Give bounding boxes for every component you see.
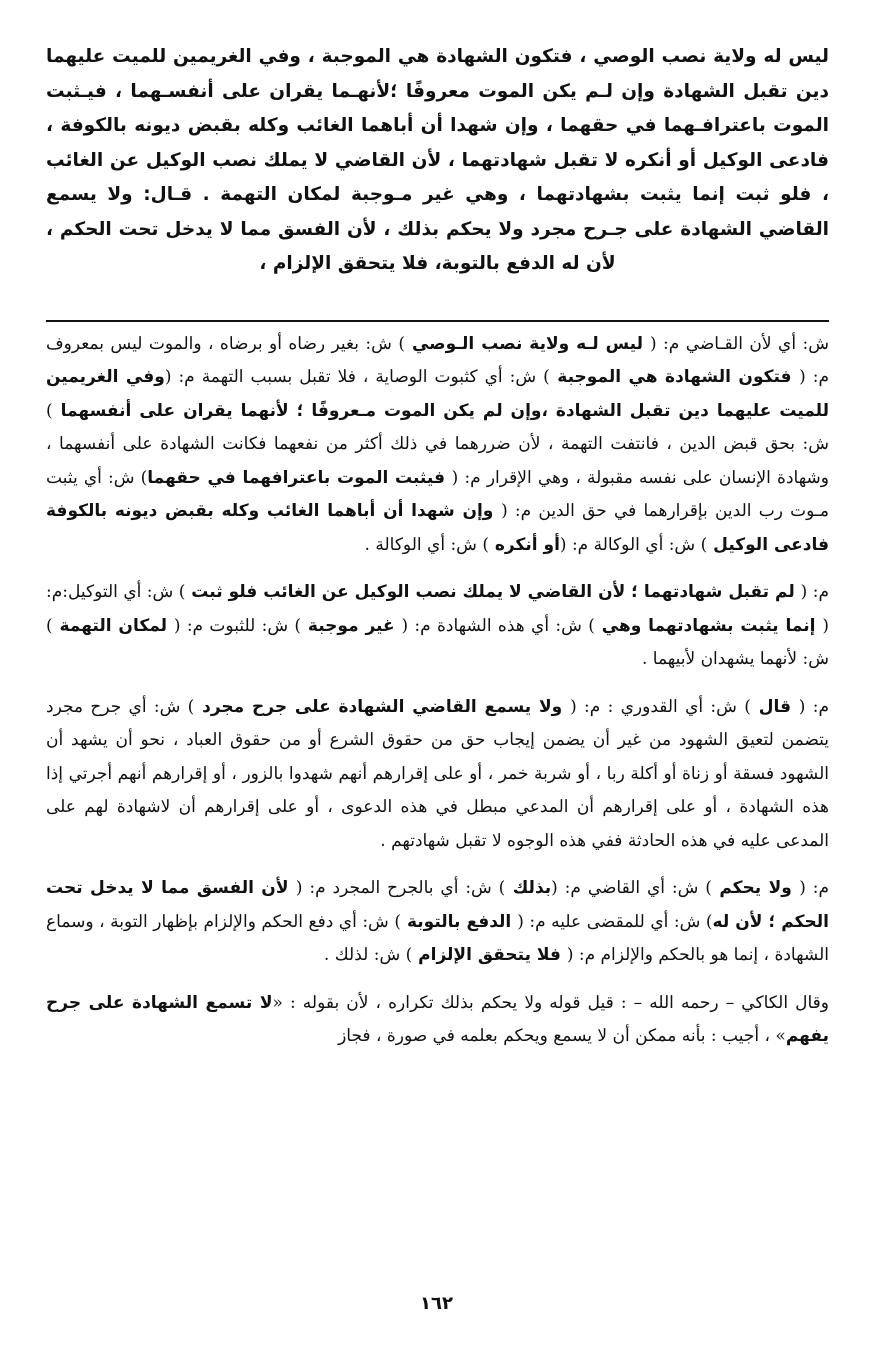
- commentary-text: ) ش: بحق قبض الدين ، فانتفت التهمة ، لأن ضررهما في ذلك أكثر من نفعهما فكانت الشهادة على أنفسهما ، وشهادة الإنسان على نفسه مقبولة ، وهي الإقرار م: (: [46, 400, 829, 488]
- commentary-quote: غير موجبة: [301, 615, 402, 636]
- commentary-text: ) ش: أي جرح مجرد يتضمن لتعيق الشهود من غير أن يضمن إيجاب حق من حقوق الشرع أو من حقوق العباد ، نحو أن يشهد أن الشهود فسقة أو زناة أو أكلة ربا ، أو شربة خمر ، أو على إقرارهم أنهم شهدوا بالزور ، أو إقرارهم أنهم أجرتي إذا هذه الشهادة ، أو على إقرارهم أن المدعي مبطل في هذه الدعوى ، أو على إقرارهم أن لاشهادة لهم على المدعى عليه في هذه الحادثة ففي هذه الوجوه لا تقبل شهادتهم .: [46, 696, 829, 851]
- commentary-text: ) ش: أي القاضي م: (: [551, 878, 712, 898]
- commentary-quote: أو أنكره: [488, 534, 560, 555]
- commentary-text: ) ش: أي التوكيل:م: (: [46, 582, 829, 636]
- commentary-text: وقال الكاكي – رحمه الله – : قيل قوله ولا يحكم بذلك تكراره ، لأن بقوله : «: [272, 992, 829, 1013]
- commentary-text: ) ش: أي دفع الحكم والإلزام بإظهار التوبة ، وسماع الشهادة ، إنما هو بالحكم والإلزام م: (: [46, 911, 829, 965]
- commentary-text: م: (: [800, 582, 829, 602]
- commentary-quote: ليس لـه ولاية نصب الـوصي: [404, 333, 650, 354]
- commentary-quote: ولا يسمع القاضي الشهادة على جرح مجرد: [194, 696, 571, 717]
- commentary: [46, 328, 829, 1054]
- page: [46, 40, 829, 1068]
- commentary-quote: قال: [750, 696, 799, 717]
- commentary-text: ) ش: أي الوكالة .: [364, 534, 489, 555]
- commentary-quote: بذلك: [505, 878, 552, 898]
- commentary-quote: ولا يحكم: [711, 878, 800, 898]
- commentary-text: ) ش: بغير رضاه أو برضاه ، والموت ليس بمعروف م: (: [46, 333, 829, 387]
- commentary-text: ) ش: أي بالجرح المجرد م: (: [295, 878, 506, 898]
- commentary-text: ) ش: لذلك .: [323, 945, 413, 965]
- commentary-text: ) ش: أي للمقضى عليه م: (: [517, 911, 713, 932]
- commentary-text: ) ش: لأنهما يشهدان لأبيهما .: [46, 615, 829, 669]
- commentary-paragraph-3: [46, 691, 829, 859]
- commentary-text: » ، أجيب : بأنه ممكن أن لا يسمع ويحكم بعلمه في صورة ، فجاز: [338, 1026, 786, 1046]
- commentary-quote: فلا يتحقق الإلزام: [412, 945, 567, 965]
- commentary-paragraph-5: [46, 987, 829, 1054]
- commentary-text: م: (: [799, 878, 829, 898]
- commentary-quote: وإن شهدا أن أباهما الغائب وكله بقبض ديونه بالكوفة فادعى الوكيل: [46, 501, 829, 555]
- commentary-quote: لمكان التهمة: [52, 615, 174, 636]
- commentary-text: ) ش: للثبوت م: (: [173, 615, 302, 636]
- commentary-text: ) ش: أي هذه الشهادة م: (: [401, 615, 595, 636]
- commentary-quote: لأن الفسق مما لا يدخل تحت الحكم ؛ لأن له: [46, 878, 829, 932]
- footnote-divider: [46, 320, 829, 322]
- commentary-quote: فتكون الشهادة هي الموجبة: [549, 367, 800, 387]
- commentary-text: ش: أي لأن القـاضي م: (: [649, 333, 829, 354]
- commentary-paragraph-2: [46, 576, 829, 677]
- commentary-paragraph-4: [46, 872, 829, 973]
- commentary-text: ) ش: أي الوكالة م: (: [559, 534, 708, 555]
- commentary-text: م: (: [798, 696, 829, 717]
- main-text: ليس له ولاية نصب الوصي ، فتكون الشهادة هي الموجبة ، وفي الغريمين للميت عليهما دين تقبل الشهادة وإن لـم يكن الموت معروفًا ؛لأنهـما يقران على أنفسـهما ، فيـثبت الموت باعترافـهما في حقهما ، وإن شهدا أن أباهما الغائب وكله بقبض ديونه بالكوفة ، فادعى الوكيل أو أنكره لا تقبل شهادتهما ، لأن القاضي لا يملك نصب الوكيل عن الغائب ، فلو ثبت إنما يثبت بشهادتهما ، وهي غير مـوجبة لمكان التهمة . قـال: ولا يسمع القاضي الشهادة على جـرح مجرد ولا يحكم بذلك ، لأن الفسق مما لا يدخل تحت الحكم ، لأن له الدفع بالتوبة، فلا يتحقق الإلزام ،: [46, 46, 829, 274]
- commentary-quote: لا تسمع الشهادة على جرح يفهم: [46, 992, 829, 1046]
- page-number: ١٦٢: [420, 1293, 453, 1314]
- commentary-quote: فيثبت الموت باعترافهما في حقهما: [147, 467, 452, 488]
- commentary-text: ) ش: أي القدوري : م: (: [570, 696, 751, 717]
- commentary-text: ) ش: أي يثبت مـوت رب الدين بإقرارهما في حق الدين م: (: [46, 467, 829, 521]
- commentary-quote: لم تقبل شهادتهما ؛ لأن القاضي لا يملك نصب الوكيل عن الغائب فلو ثبت: [185, 582, 801, 602]
- commentary-quote: وفي الغريمين للميت عليهما دين تقبل الشهادة ،وإن لم يكن الموت مـعروفًا ؛ لأنهما يقران على أنفسهما: [46, 367, 829, 421]
- commentary-paragraph-1: [46, 328, 829, 563]
- commentary-quote: إنما يثبت بشهادتهما وهي: [594, 615, 823, 636]
- commentary-quote: الدفع بالتوبة: [400, 911, 518, 932]
- commentary-text: ) ش: أي كثبوت الوصاية ، فلا تقبل بسبب التهمة م: (: [164, 367, 550, 387]
